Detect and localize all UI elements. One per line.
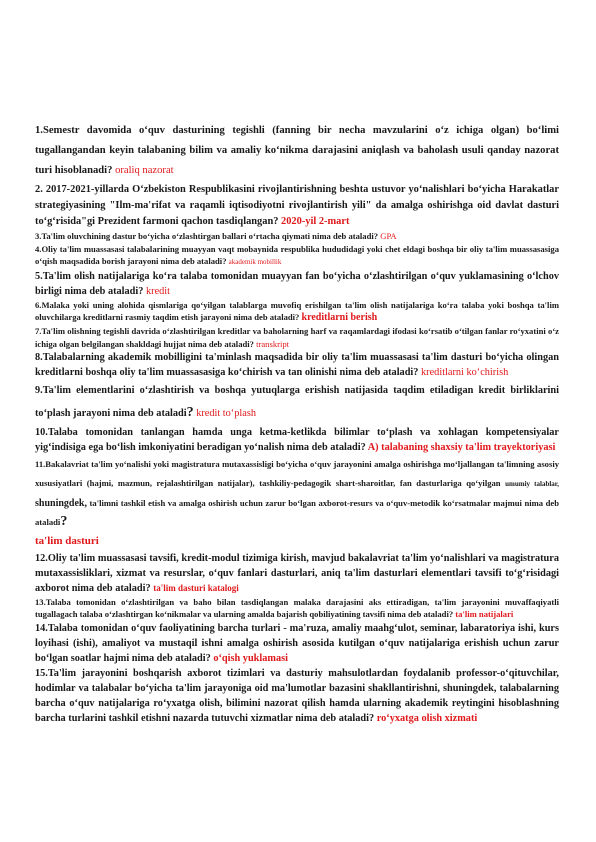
quiz-document [35, 121, 559, 726]
question-3 [35, 230, 559, 243]
question-text-medium: shuningdek, [35, 497, 87, 509]
question-12 [35, 551, 559, 596]
question-5 [35, 269, 559, 299]
answer-text: kreditlarni koʻchirish [421, 367, 509, 379]
question-11 [35, 455, 559, 551]
answer-text: transkript [256, 338, 290, 349]
answer-text: GPA [380, 231, 397, 241]
question-text: 12.Oliy ta'lim muassasasi tavsifi, kredit-modul tizimiga kirish, mavjud bakalavriat ta'lim yoʻnalishlari va magistratura mutaxassisliklari, xizmat va resurslar, oʻquv fanlari dasturlari, aniq ta'lim dasturlari elementlari tavsifi toʻgʻrisidagi axborot nima deb ataladi? [35, 552, 559, 594]
question-15 [35, 666, 559, 726]
question-10 [35, 425, 559, 455]
question-text-small: umumiy talablar, [505, 479, 559, 488]
question-mark: ? [186, 405, 194, 421]
question-text: 9.Ta'lim elementlarini oʻzlashtirish va boshqa yutuqlarga erishish natijasida taqdim etiladigan kredit birliklarini toʻplash jarayoni nima deb ataladi [35, 385, 559, 420]
question-text-end: ta'limni tashkil etish va amalga oshirish uchun zarur boʻlgan axborot-resurs va oʻquv-metodik koʻrsatmalar majmui nima deb ataladi [35, 497, 560, 528]
answer-text: roʻyxatga olish xizmati [376, 712, 478, 724]
question-14 [35, 621, 559, 666]
question-6 [35, 299, 559, 325]
question-text: 4.Oliy ta'lim muassasasi talabalarining muayyan vaqt mobaynida respublika hududidagi yoki chet eldagi boshqa bir oliy ta'lim muassasasiga oʻqish maqsadida borish jarayoni nima deb ataladi? [35, 243, 559, 267]
answer-text: ta'lim dasturi katalogi [153, 582, 239, 593]
answer-text: kredit [146, 285, 171, 297]
question-text: 1.Semestr davomida oʻquv dasturining tegishli (fanning bir necha mavzularini oʻz ichiga olgan) boʻlimi tugallangandan keyin talabaning bilim va amaliy koʻnikma darajasini aniqlash va baholash usuli qanday nazorat turi hisoblanadi? [35, 125, 559, 176]
answer-text: A) talabaning shaxsiy ta'lim trayektoriyasi [367, 442, 556, 454]
answer-text: ta'lim natijalari [455, 609, 514, 620]
question-2 [35, 182, 559, 230]
answer-text: oʻqish yuklamasi [213, 652, 289, 664]
question-text: 2. 2017-2021-yillarda Oʻzbekiston Respublikasini rivojlantirishning beshta ustuvor yoʻnalishlari boʻyicha Harakatlar strategiyasining "Ilm-ma'rifat va raqamli iqtisodiyotni rivojlantirish yili" da amalga oshirishga oid davlat dasturi toʻgʻrisida"gi Prezident farmoni qachon tasdiqlangan? [35, 184, 559, 227]
question-text: 6.Malaka yoki uning alohida qismlariga qoʻyilgan talablarga muvofiq erishilgan ta'lim olish natijalariga koʻra talaba yoki boshqa ta'lim oluvchilarga kreditlarni rasmiy taqdim etish jarayoni nima deb ataladi? [35, 299, 559, 323]
question-9 [35, 380, 559, 425]
question-mark: ? [60, 514, 68, 530]
answer-text: ta'lim dasturi [35, 534, 99, 547]
answer-text: 2020-yil 2-mart [281, 216, 350, 227]
question-13 [35, 596, 559, 621]
question-1 [35, 121, 559, 181]
question-text: 5.Ta'lim olish natijalariga koʻra talaba tomonidan muayyan fan boʻyicha oʻzlashtirilgan oʻquv yuklamasining oʻlchov birligi nima deb ataladi? [35, 270, 559, 297]
question-4 [35, 243, 559, 269]
question-text: 14.Talaba tomonidan oʻquv faoliyatining barcha turlari - ma'ruza, amaliy maahgʻulot, seminar, labaratoriya ishi, kurs loyihasi (ishi), amaliyot va mustaqil ishni amalga oshirish asosida kutilgan oʻquv natijalariga erishish uchun zarur boʻlgan soatlar hajmi nima deb ataladi? [35, 622, 559, 664]
question-text: 8.Talabalarning akademik mobilligini ta'minlash maqsadida bir oliy ta'lim muassasasi ta'lim dasturi boʻyicha olingan kreditlarni boshqa oliy ta'lim muassasasiga koʻchirish va tan olinishi nima deb ataladi? [35, 352, 559, 379]
question-text: 11.Bakalavriat ta'lim yoʻnalishi yoki magistratura mutaxassisligi boʻyicha oʻquv jarayonini amalga oshirishga moʻljallangan ta'limning asosiy xususiyatlari (hajmi, mazmun, rejalashtirilgan natijalar), tashkiliy-pedagogik shart-sharoitlar, fan dasturlariga qoʻyilgan [35, 459, 559, 488]
question-text: 7.Ta'lim olishning tegishli davrida oʻzlashtirilgan kreditlar va baholarning harf va raqamlardagi ifodasi koʻrsatib oʻtilgan fanlar roʻyxatini oʻz ichiga olgan belgilangan shakldagi hujjat nima deb ataladi? [35, 325, 559, 349]
answer-text: oraliq nazorat [115, 165, 174, 176]
question-8 [35, 350, 559, 380]
question-7 [35, 325, 559, 350]
question-text: 3.Ta'lim oluvchining dastur boʻyicha oʻzlashtirgan ballari oʻrtacha qiymati nima deb ataladi? [35, 231, 379, 241]
question-text: 10.Talaba tomonidan tanlangan hamda unga ketma-ketlikda bilimlar toʻplash va xohlagan kompetensiyalar yigʻindisiga ega boʻlish imkoniyatini beradigan yoʻnalish nima deb ataladi? [35, 427, 559, 454]
answer-text: akademik mobillik [228, 258, 282, 267]
answer-text: kredit toʻplash [196, 408, 256, 420]
answer-text: kreditlarni berish [301, 312, 378, 324]
question-text: 13.Talaba tomonidan oʻzlashtirilgan va baho bilan tasdiqlangan malaka darajasini aks ettiradigan, ta'lim jarayonini muvaffaqiyatli tugallagach talaba oʻzlashtirgan koʻnikmalar va ularning amalda bajarish qobiliyatining tavsifi nima deb ataladi? [35, 596, 559, 620]
question-text: 15.Ta'lim jarayonini boshqarish axborot tizimlari va dasturiy mahsulotlardan foydalanib professor-oʻqituvchilar, hodimlar va talabalar boʻyicha ta'lim jarayoniga oid ma'lumotlar bazasini shakllantirishni, shuningdek, talabalarning barcha oʻquv natijalariga roʻyxatga olish, bilimini nazorat qilish hamda ularning akademik reytingini hisoblashning barcha turlarini tashkil etishni nazarda tutuvchi xizmatlar nima deb ataladi? [35, 667, 559, 724]
